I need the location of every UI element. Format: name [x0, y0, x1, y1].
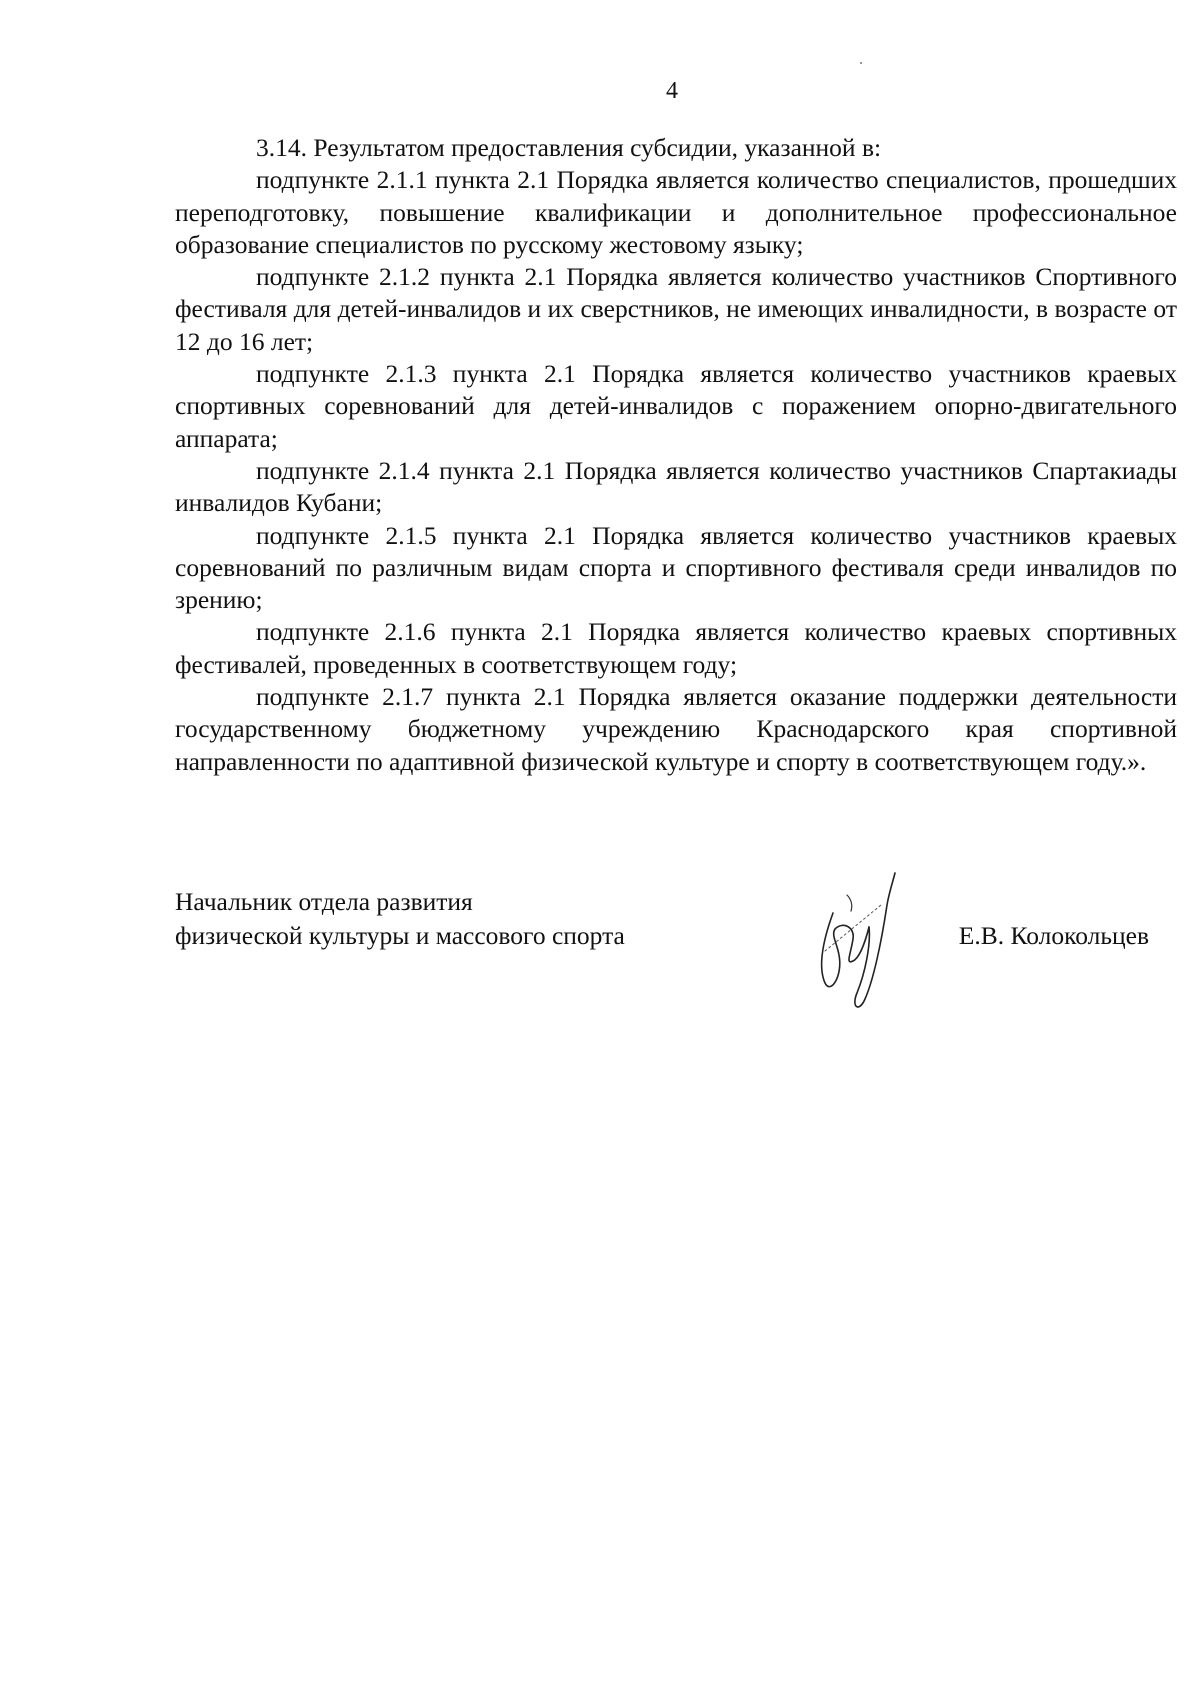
paragraph-3-14: 3.14. Результатом предоставления субсидии, указанной в: [256, 133, 882, 162]
signatory-position [175, 885, 625, 953]
page-number: 4 [666, 78, 678, 104]
signature-block [175, 885, 1177, 1035]
paragraph-2-1-1: подпункте 2.1.1 пункта 2.1 Порядка является количество специалистов, прошедших переподготовку, повышение квалификации и дополнительное профессиональное образование специалистов по русскому жестовому языку; [175, 165, 1177, 259]
signatory-position-line1: Начальник отдела развития [175, 887, 473, 916]
paragraph-2-1-2: подпункте 2.1.2 пункта 2.1 Порядка является количество участников Спортивного фестиваля для детей-инвалидов и их сверстников, не имеющих инвалидности, в возрасте от 12 до 16 лет; [175, 262, 1177, 356]
signatory-position-line2: физической культуры и массового спорта [175, 921, 625, 950]
paragraph-2-1-7: подпункте 2.1.7 пункта 2.1 Порядка является оказание поддержки деятельности государственному бюджетному учреждению Краснодарского края спортивной направленности по адаптивной физической культуре и спорту в соответствующем году.». [175, 682, 1177, 776]
document-body [175, 132, 1177, 778]
paragraph-2-1-5: подпункте 2.1.5 пункта 2.1 Порядка является количество участников краевых соревнований по различным видам спорта и спортивного фестиваля среди инвалидов по зрению; [175, 520, 1177, 615]
paragraph-2-1-4: подпункте 2.1.4 пункта 2.1 Порядка является количество участников Спартакиады инвалидов Кубани; [175, 455, 1177, 518]
handwritten-signature [795, 865, 925, 1015]
signatory-name: Е.В. Колокольцев [958, 921, 1149, 950]
paragraph-2-1-6: подпункте 2.1.6 пункта 2.1 Порядка является количество краевых спортивных фестивалей, проведенных в соответствующем году; [175, 617, 1177, 679]
paragraph-2-1-3: подпункте 2.1.3 пункта 2.1 Порядка является количество участников краевых спортивных соревнований для детей-инвалидов с поражением опорно-двигательного аппарата; [175, 359, 1177, 453]
scan-speck [860, 62, 862, 64]
